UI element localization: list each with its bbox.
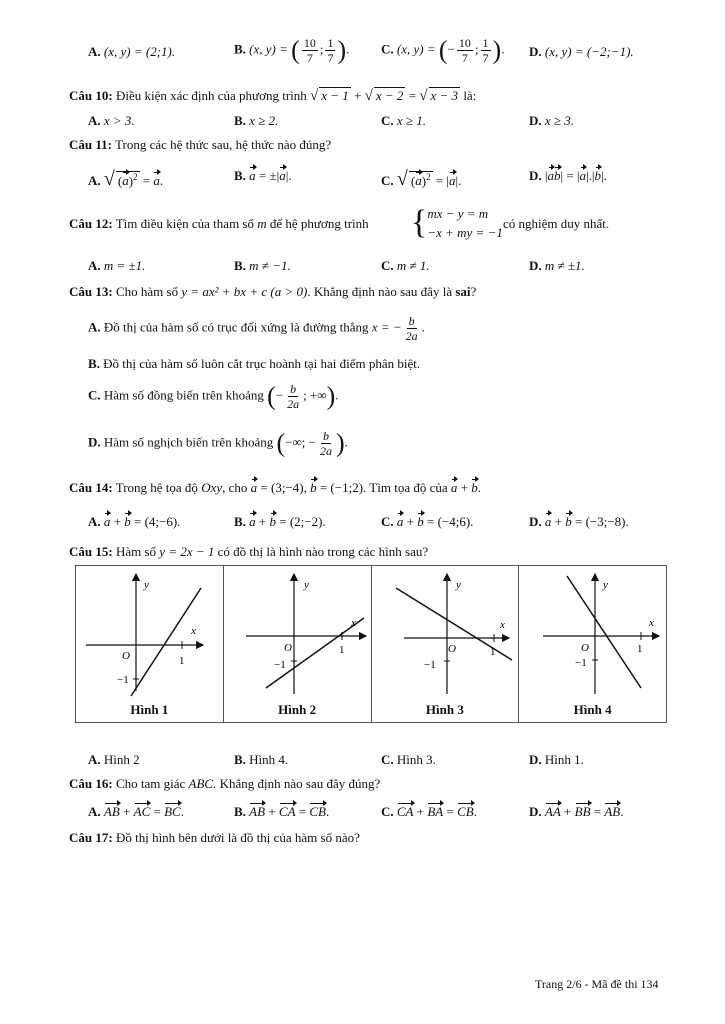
q15-option-b: B. Hình 4. [234,752,289,767]
q9-option-d: D. (x, y) = (−2;−1). [529,44,634,59]
svg-text:y: y [603,579,609,591]
q13-option-c: C. Hàm số đồng biến trên khoảng (− $\frac{b}{2a}$ ; +∞). [88,381,339,411]
q13-option-b: B. Đồ thị của hàm số luôn cắt trục hoành tại hai điểm phân biệt. [88,356,421,371]
q15-option-d: D. Hình 1. [529,752,584,767]
svg-text:−1: −1 [117,674,129,686]
q15-stem: Câu 15: Hàm số y = 2x − 1 có đồ thị là hình nào trong các hình sau? [69,544,429,559]
svg-text:1: 1 [637,643,643,655]
svg-text:y: y [455,579,461,591]
q9-option-a: A. (x, y) = (2;1). [88,44,176,59]
svg-text:1: 1 [489,646,495,658]
svg-text:x: x [499,619,505,631]
q14-option-c: C. a + b = (−4;6). [381,514,474,529]
q12-option-a: A. m = ±1. [88,258,146,273]
svg-text:−1: −1 [273,659,286,671]
svg-text:x: x [191,625,196,637]
q11-options [0,168,725,194]
q15-option-c: C. Hình 3. [381,752,436,767]
q10-option-a: A. x > 3. [88,113,135,128]
q16-option-a: A. AB + AC = BC. [88,804,184,819]
q16-option-b: B. AB + CA = CB. [234,804,330,819]
q14-stem: Câu 14: Trong hệ tọa độ Oxy, cho a = (3;−4), b = (−1;2). Tìm tọa độ của a + b. [69,480,481,495]
svg-text:−1: −1 [575,657,587,669]
q11-option-d: D. |ab| = |a|.|b|. [529,168,607,183]
page-footer: Trang 2/6 - Mã đề thi 134 [535,977,659,991]
q9-options [0,36,725,76]
q13-stem: Câu 13: Cho hàm số y = ax² + bx + c (a > 0). Khẳng định nào sau đây là sai? [69,284,477,299]
q10-option-d: D. x ≥ 3. [529,113,575,128]
svg-text:y: y [303,579,309,591]
svg-text:1: 1 [179,655,185,667]
q16-option-d: D. AA + BB = AB. [529,804,624,819]
svg-text:O: O [283,642,292,654]
q11-option-c: C. √ $(a)^2 = |a|$. [381,168,462,190]
q10-option-b: B. x ≥ 2. [234,113,279,128]
q11-stem: Câu 11: Trong các hệ thức sau, hệ thức nào đúng? [69,137,332,152]
q9-option-c: C. (x, y) = (− $\frac{10}{7}$ ; $\frac{1}{7}$ ). [381,35,505,65]
q14-option-b: B. a + b = (2;−2). [234,514,326,529]
q14-option-a: A. a + b = (4;−6). [88,514,181,529]
q14-option-d: D. a + b = (−3;−8). [529,514,629,529]
q16-stem: Câu 16: Cho tam giác ABC. Khẳng định nào sau đây đúng? [69,776,381,791]
graph-3: y x O 1 −1 Hình 3 [371,566,519,723]
q10-option-c: C. x ≥ 1. [381,113,427,128]
q12-option-d: D. m ≠ ±1. [529,258,585,273]
q15-options [0,752,725,770]
q12-options [0,258,725,276]
svg-text:x: x [350,617,356,629]
q12-option-b: B. m ≠ −1. [234,258,291,273]
q15-option-a: A. Hình 2 [88,752,140,767]
svg-text:O: O [122,650,130,662]
svg-text:y: y [144,579,149,591]
q10-options [0,113,725,131]
q10-stem: Câu 10: Điều kiện xác định của phương trình √ x − 1 + √ x − 2 = √ x − 3 là: [69,88,477,104]
q12-option-c: C. m ≠ 1. [381,258,430,273]
svg-text:−1: −1 [423,659,436,671]
q14-options [0,514,725,532]
graph-4: y x O 1 −1 Hình 4 [519,566,667,723]
q17-stem: Câu 17: Đồ thị hình bên dưới là đồ thị của hàm số nào? [69,830,360,845]
q16-option-c: C. CA + BA = CB. [381,804,477,819]
graph-2: y x O 1 −1 Hình 2 [223,566,371,723]
svg-text:1: 1 [338,644,345,656]
q11-option-b: B. a = ±|a|. [234,168,292,183]
q9-option-b: B. (x, y) = ( $\frac{10}{7}$ ; $\frac{1}{7}$ ). [234,35,350,65]
q13-option-a: A. Đồ thị của hàm số có trục đối xứng là đường thẳng x = − $\frac{b}{2a}$ . [88,314,425,343]
svg-text:O: O [447,643,456,655]
graph-1: y x O 1 −1 Hình 1 [76,566,224,723]
q13-option-d: D. Hàm số nghịch biến trên khoảng (−∞; − $\frac{b}{2a}$ ). [88,428,348,458]
q12-stem: Câu 12: Tìm điều kiện của tham số m để hệ phương trình { mx − y = m −x + my = −1 có nghiệm duy nhất. [69,204,610,241]
q11-option-a: A. √ $(a)^2 = a$. [88,168,164,190]
svg-text:O: O [581,642,590,654]
q16-options [0,804,725,822]
svg-text:x: x [649,617,655,629]
q15-graph-table [75,565,667,723]
